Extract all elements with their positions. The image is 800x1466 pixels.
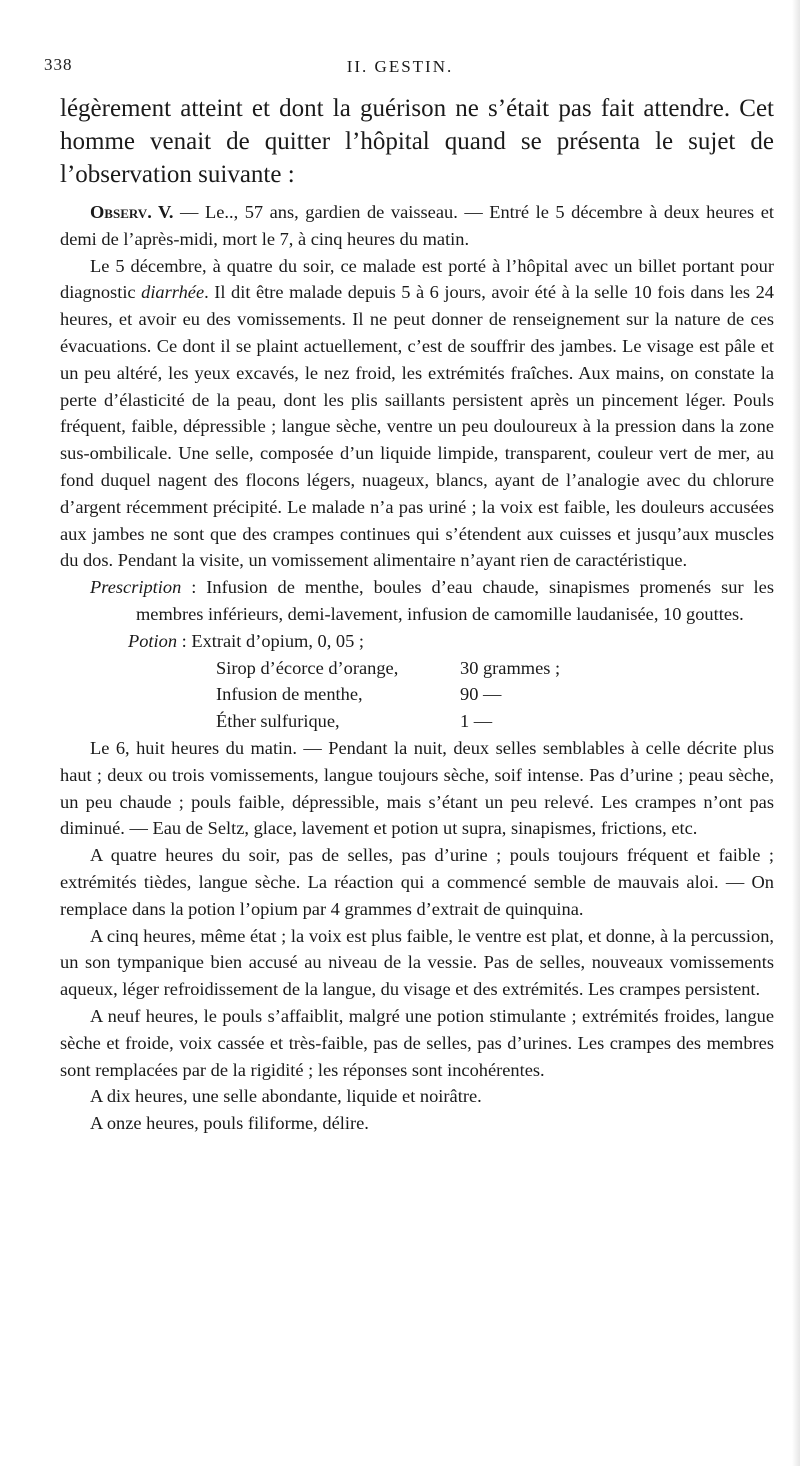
observation-paragraph [60, 253, 774, 575]
prescription-paragraph [60, 574, 774, 628]
ten-pm-paragraph: A dix heures, une selle abondante, liquide et noirâtre. [90, 1086, 482, 1107]
prescription-label: Prescription [90, 577, 182, 598]
day-6-paragraph: Le 6, huit heures du matin. — Pendant la nuit, deux selles semblables à celle décrite plus haut ; deux ou trois vomissements, langue toujours sèche, soif intense. Pas d’urine ; peau sèche, un peu chaude ; pouls faible, dépressible, mais s’étant un peu relevé. Les crampes n’ont pas diminué. — Eau de Seltz, glace, lavement et potion ut supra, sinapismes, frictions, etc. [60, 737, 774, 839]
potion-line [128, 628, 774, 655]
page-number: 338 [44, 55, 73, 74]
potion-item: Infusion de menthe, [216, 684, 363, 705]
potion-item: Sirop d’écorce d’orange, [216, 657, 399, 678]
nine-pm-paragraph: A neuf heures, le pouls s’affaiblit, malgré une potion stimulante ; extrémités froides, langue sèche et froide, voix cassée et très-faible, pas de selles, pas d’urines. Les crampes des membres sont remplacées par de la rigidité ; les réponses sont incohérentes. [60, 1005, 774, 1080]
potion-item: Éther sulfurique, [216, 711, 340, 732]
observation-label: Observ. V. [90, 202, 174, 222]
eleven-pm-paragraph: A onze heures, pouls filiforme, délire. [90, 1113, 369, 1134]
potion-qty: 30 grammes ; [460, 657, 561, 678]
running-head: II. GESTIN. [346, 57, 454, 76]
obs-text-after: . Il dit être malade depuis 5 à 6 jours, avoir été à la selle 10 fois dans les 24 heures, et avoir eu des vomissements. Il ne peut donner de renseignement sur la nature de ces évacuations. Ce dont il se plaint actuellement, c’est de souffrir des jambes. Le visage est pâle et un peu altéré, les yeux excavés, le nez froid, les extrémités fraîches. Aux mains, on constate la perte d’élasticité de la peau, dont les plis saillants persistent après un pincement léger. Pouls fréquent, faible, dépressible ; langue sèche, ventre un peu douloureux à la pression dans la zone sus-ombilicale. Une selle, composée d’un liquide limpide, transparent, couleur vert de mer, au fond duquel nagent des flocons légers, nuageux, blancs, ayant de l’analogie avec du chlorure d’argent récemment précipité. Le malade n’a pas uriné ; la voix est faible, les douleurs accusées aux jambes ne sont que des crampes continues qui s’étendent aux cuisses et jusqu’aux muscles du dos. Pendant la visite, un vomissement alimentaire n’ayant rien de caractéristique. [60, 282, 774, 571]
lead-paragraph: légèrement atteint et dont la guérison ne s’était pas fait attendre. Cet homme venait de quitter l’hôpital quand se présenta le sujet de l’observation suivante : [60, 95, 774, 188]
potion-formula [60, 628, 774, 735]
observation-intro [60, 199, 774, 253]
page-body [60, 92, 774, 1137]
potion-label: Potion [128, 630, 178, 651]
potion-item: : Extrait d’opium, [177, 630, 313, 651]
potion-line [128, 708, 774, 735]
five-pm-paragraph: A cinq heures, même état ; la voix est plus faible, le ventre est plat, et donne, à la percussion, un son tympanique bien accusé au niveau de la vessie. Pas de selles, nouveaux vomissements aqueux, léger refroidissement de la langue, du visage et des extrémités. Les crampes persistent. [60, 925, 774, 1000]
observation-intro-text: — Le.., 57 ans, gardien de vaisseau. — Entré le 5 décembre à deux heures et demi de l’après-midi, mort le 7, à cinq heures du matin. [60, 202, 774, 249]
four-pm-paragraph: A quatre heures du soir, pas de selles, pas d’urine ; pouls toujours fréquent et faible ; extrémités tièdes, langue sèche. La réaction qui a commencé semble de mauvais aloi. — On remplace dans la potion l’opium par 4 grammes d’extrait de quinquina. [60, 845, 774, 919]
obs-text-before: Le 5 décembre, à quatre du soir, ce malade est porté à l’hôpital avec un billet portant pour diagnostic [60, 255, 774, 303]
diagnosis-term: diarrhée [141, 282, 205, 303]
potion-line [128, 655, 774, 682]
page-header [0, 55, 800, 85]
potion-qty: 1 — [460, 711, 493, 732]
potion-qty: 0, 05 ; [317, 630, 365, 651]
prescription-text: : Infusion de menthe, boules d’eau chaude, sinapismes promenés sur les membres inférieurs, demi-lavement, infusion de camomille laudanisée, 10 gouttes. [136, 577, 774, 624]
potion-qty: 90 — [460, 684, 502, 705]
potion-line [128, 681, 774, 708]
scan-edge-shadow [792, 0, 800, 1466]
